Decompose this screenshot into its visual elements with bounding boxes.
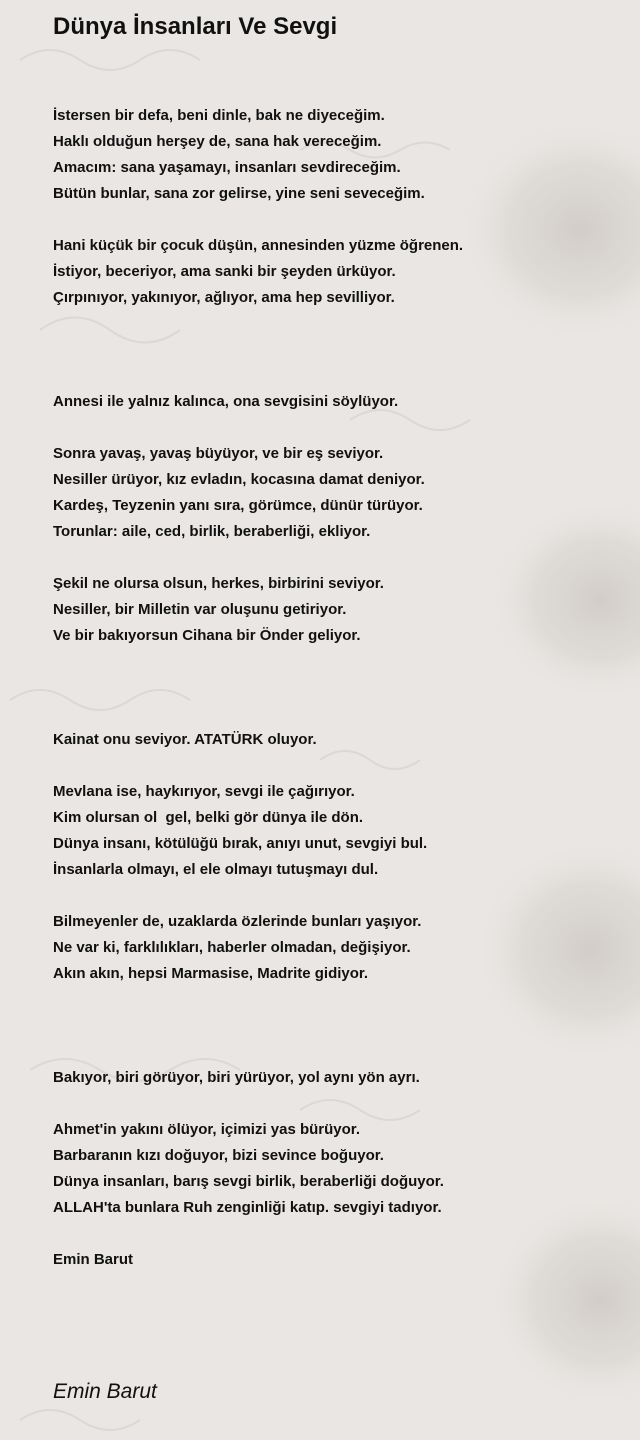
poem-line: Annesi ile yalnız kalınca, ona sevgisini söylüyor.	[53, 393, 399, 410]
stanza	[53, 103, 613, 207]
poem-line: Mevlana ise, haykırıyor, sevgi ile çağırıyor.	[53, 783, 355, 800]
poem-line: Sonra yavaş, yavaş büyüyor, ve bir eş seviyor.	[53, 445, 384, 462]
stanza	[53, 1117, 613, 1221]
poem-line: Nesiller, bir Milletin var oluşunu getiriyor.	[53, 601, 347, 618]
poem-line: Çırpınıyor, yakınıyor, ağlıyor, ama hep sevilliyor.	[53, 289, 395, 306]
poem-line: Bilmeyenler de, uzaklarda özlerinde bunları yaşıyor.	[53, 913, 422, 930]
author-signature: Emin Barut	[53, 1380, 157, 1403]
poem-line: Barbaranın kızı doğuyor, bizi sevince boğuyor.	[53, 1147, 384, 1164]
poem-line: Ahmet'in yakını ölüyor, içimizi yas bürüyor.	[53, 1121, 360, 1138]
stanza	[53, 233, 613, 311]
stanza	[53, 909, 613, 987]
poem-line: Haklı olduğun herşey de, sana hak vereceğim.	[53, 133, 382, 150]
poem-line: Ne var ki, farklılıkları, haberler olmadan, değişiyor.	[53, 939, 411, 956]
poem-line: Ve bir bakıyorsun Cihana bir Önder geliyor.	[53, 627, 361, 644]
stanza	[53, 727, 613, 753]
poem-line: Torunlar: aile, ced, birlik, beraberliği, ekliyor.	[53, 523, 371, 540]
stanza	[53, 779, 613, 883]
poem-line: ALLAH'ta bunlara Ruh zenginliği katıp. sevgiyi tadıyor.	[53, 1199, 442, 1216]
stanza	[53, 1065, 613, 1091]
poem-line: Kainat onu seviyor. ATATÜRK oluyor.	[53, 731, 317, 748]
poem-author-line: Emin Barut	[53, 1251, 134, 1268]
poem-body	[53, 103, 613, 1273]
poem-line: Hani küçük bir çocuk düşün, annesinden yüzme öğrenen.	[53, 237, 464, 254]
stanza	[53, 571, 613, 649]
poem-line: Amacım: sana yaşamayı, insanları sevdireceğim.	[53, 159, 401, 176]
poem-line: İstiyor, beceriyor, ama sanki bir şeyden ürküyor.	[53, 263, 396, 280]
poem-line: Kardeş, Teyzenin yanı sıra, görümce, dünür türüyor.	[53, 497, 423, 514]
poem-line: Bütün bunlar, sana zor gelirse, yine seni seveceğim.	[53, 185, 425, 202]
poem-line: Kim olursan ol gel, belki gör dünya ile dön.	[53, 809, 364, 826]
poem-line: İstersen bir defa, beni dinle, bak ne diyeceğim.	[53, 107, 385, 124]
stanza	[53, 389, 613, 415]
poem-line: İnsanlarla olmayı, el ele olmayı tutuşmayı dul.	[53, 861, 379, 878]
stanza	[53, 441, 613, 545]
poem-line: Dünya insanları, barış sevgi birlik, beraberliği doğuyor.	[53, 1173, 444, 1190]
poem-line: Dünya insanı, kötülüğü bırak, anıyı unut, sevgiyi bul.	[53, 835, 428, 852]
poem-line: Bakıyor, biri görüyor, biri yürüyor, yol aynı yön ayrı.	[53, 1069, 420, 1086]
poem-line: Nesiller ürüyor, kız evladın, kocasına damat deniyor.	[53, 471, 425, 488]
poem-line: Akın akın, hepsi Marmasise, Madrite gidiyor.	[53, 965, 369, 982]
poem-line: Şekil ne olursa olsun, herkes, birbirini seviyor.	[53, 575, 384, 592]
poem-title: Dünya İnsanları Ve Sevgi	[53, 13, 338, 40]
stanza	[53, 1247, 613, 1273]
